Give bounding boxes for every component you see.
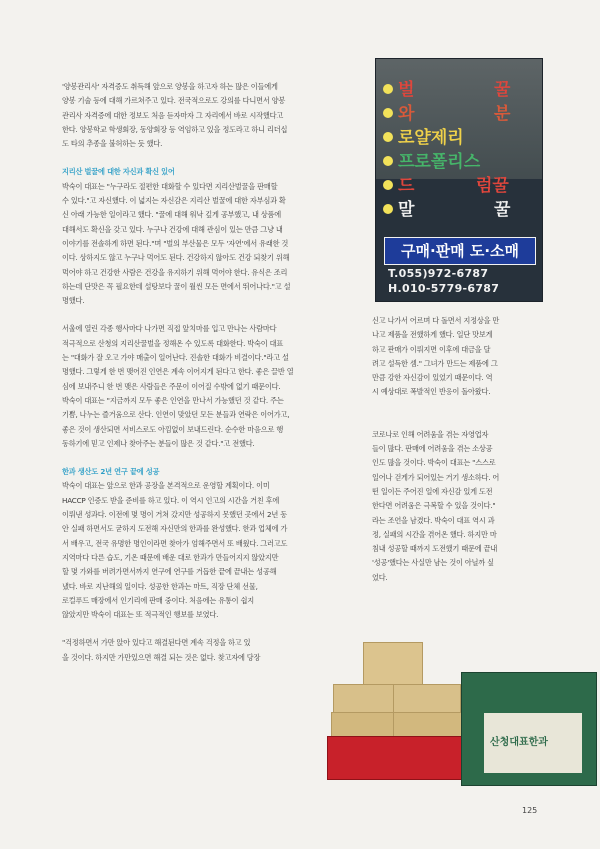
- sign-row: [376, 127, 542, 149]
- text-line: 심에 보내주니 한 번 맺은 사람들은 주문이 이어질 수밖에 없기 때문이다.: [62, 381, 281, 391]
- check-bullet-icon: [383, 132, 393, 142]
- text-line: 떤 일이든 주어진 일에 자신감 있게 도전: [372, 486, 493, 496]
- gift-box: [461, 672, 597, 786]
- text-line: 서울에 열린 각종 행사마다 나가면 직접 앞치마를 입고 만나는 사람마다: [62, 324, 277, 334]
- text-line: 침내 성공할 때까지 도전했기 때문에 끝내: [372, 544, 498, 554]
- text-line: 한다. 양봉학교 학생회장, 동양회장 등 역임하고 있을 정도라고 하니 리더십: [62, 124, 288, 134]
- text-line: HACCP 인증도 받을 준비를 하고 있다. 이 역시 인고의 시간을 거친 후에: [62, 495, 280, 505]
- text-line: 하는데 단맛은 꼭 필요한데 설탕보다 꿀이 월씬 모든 면에서 뛰어나다."고 설: [62, 281, 291, 291]
- box-label: [484, 713, 582, 773]
- sign-text-left: 벌: [398, 80, 415, 100]
- text-line: 정, 실패의 시간을 겪어온 했다. 하지만 마: [372, 529, 497, 539]
- honey-paragraph: [62, 180, 362, 309]
- text-line: 한다면 어려움은 극복할 수 있을 것이다.": [372, 501, 496, 511]
- text-line: 이야기를 전솔하게 하면 된다."며 "벌의 부산물은 모두 '자연'에서 유래한 것: [62, 238, 289, 248]
- text-line: 박숙이 대표는 "지금까지 모두 좋은 인연을 만나서 가능했던 것 같다. 주는: [62, 395, 284, 405]
- spacer: [372, 400, 544, 414]
- text-line: 었다.: [372, 572, 388, 582]
- text-line: 려고 설득한 셈." 그녀가 만드는 제품에 그: [372, 358, 498, 368]
- text-line: 하고 판매가 이뤄지면 이후에 대금을 달: [372, 344, 491, 354]
- left-column: [62, 80, 362, 665]
- text-line: 기쁨, 나누는 즐거움으로 산다. 인연이 맞았던 모든 분들과 연락은 이어가고,: [62, 410, 290, 420]
- page-number: 125: [522, 806, 538, 815]
- right-column: [372, 314, 544, 585]
- text-line: 서 배우고, 전국 유명한 명인이라면 찾아가 엄해주면서 또 배웠다. 그러고도: [62, 538, 288, 548]
- sign-row: [376, 103, 542, 125]
- text-line: 양봉 기술 등에 대해 가르쳐주고 있다. 전국적으로도 강의를 다니면서 양봉: [62, 96, 286, 106]
- text-line: 냈다. 바로 지난해의 일이다. 성공한 한과는 마트, 직장 단체 선물,: [62, 581, 258, 591]
- text-line: 라는 조언을 남겼다. 박숙이 대표 역시 과: [372, 515, 495, 525]
- text-line: 않았지만 박숙이 대표는 또 적극적인 행보를 보였다.: [62, 610, 219, 620]
- honey-shop-sign-photo: [375, 58, 543, 302]
- text-line: "걱정하면서 가만 앉아 있다고 해결된다면 계속 걱정을 하고 있: [62, 638, 251, 648]
- text-line: 들이 많다. 판매에 어려움을 겪는 소상공: [372, 444, 493, 454]
- check-bullet-icon: [383, 84, 393, 94]
- section-heading-hangwa: 한과 생산도 2년 연구 끝에 성공: [62, 467, 160, 477]
- check-bullet-icon: [383, 108, 393, 118]
- events-paragraph: [62, 322, 362, 451]
- sign-text-right: 꿀: [494, 200, 511, 220]
- text-line: '양봉관리사' 자격증도 취득해 앞으로 양봉을 하고자 하는 많은 이들에게: [62, 82, 278, 91]
- text-line: 코로나로 인해 어려움을 겪는 자영업자: [372, 429, 489, 439]
- sign-phone-1: T.055)972-6787: [388, 267, 489, 280]
- sign-text-left: 말: [398, 200, 415, 220]
- worry-paragraph: [62, 636, 362, 665]
- sign-text-left: 와: [398, 104, 415, 124]
- sign-row: [376, 151, 542, 173]
- text-line: 동하기에 믿고 인제나 찾아주는 분들이 많은 것 같다."고 전했다.: [62, 438, 255, 448]
- text-line: 수 있다."고 자신했다. 이 넓지는 자신감은 지리산 벌꿀에 대한 자부심과 확: [62, 196, 286, 206]
- sign-text-left: 로얄제리: [398, 128, 464, 148]
- sign-band: 구매·판매 도·소매: [384, 237, 536, 265]
- check-bullet-icon: [383, 180, 393, 190]
- text-line: 나고 제품을 전했하게 했다. 일단 맛보게: [372, 330, 493, 340]
- text-line: 할 몇 가와를 버려가면서까지 연구에 연구를 거듭한 끝에 끝내는 성공해: [62, 567, 277, 577]
- intro-paragraph: [62, 80, 362, 151]
- text-line: 는 "대화가 잘 오고 가야 매출이 일어난다. 진솔한 대화가 비결이다."라고 설: [62, 353, 289, 363]
- text-line: 먹어야 하고 건강한 사람은 건강을 유지하기 위해 먹어야 한다. 유식은 조리: [62, 267, 288, 277]
- sign-text-right: 럼꿀: [476, 176, 509, 196]
- spacer: [62, 308, 362, 322]
- spacer: [62, 622, 362, 636]
- text-line: 만큼 강한 자신감이 있었기 때문이다. 역: [372, 373, 493, 383]
- check-bullet-icon: [383, 156, 393, 166]
- text-line: 이다. 상하지도 않고 누구나 먹어도 된다. 건강하지 않아도 건강 되찾기 위해: [62, 253, 290, 263]
- text-line: 로컬푸드 매장에서 인기리에 판매 중이다. 처음에는 유통이 쉽지: [62, 595, 255, 605]
- text-line: 명했다. 그렇게 한 번 맺어진 인연은 계속 이어지게 된다고 한다. 좋은 끌반 열: [62, 367, 294, 377]
- text-line: 대해서도 확신을 갖고 있다. 누구나 건강에 대해 관심이 있는 만큼 그냥 내: [62, 224, 283, 234]
- sign-row: [376, 79, 542, 101]
- spacer: [372, 414, 544, 428]
- sign-row: [376, 199, 542, 221]
- text-line: 박숙이 대표는 앞으로 한과 공장을 본격적으로 운영할 계획이다. 이미: [62, 481, 270, 491]
- hangwa-block: [393, 684, 461, 714]
- box-label-text: 산청대표한과: [490, 737, 548, 748]
- check-bullet-icon: [383, 204, 393, 214]
- text-line: 적극적으로 산청의 지리산꿀벌을 정해온 수 있도록 대화한다. 박숙이 대표: [62, 338, 284, 348]
- text-line: 시 예상대로 폭발적인 반응이 돌아왔다.: [372, 387, 491, 397]
- sign-phone-2: H.010-5779-6787: [388, 282, 500, 295]
- hangwa-paragraph: [62, 479, 362, 622]
- hangwa-block: [333, 684, 397, 714]
- sign-text-left: 프로폴리스: [398, 152, 481, 172]
- text-line: 인도 많을 것이다. 박숙이 대표는 "스스로: [372, 458, 496, 468]
- sign-text-right: 꿀: [494, 80, 511, 100]
- text-line: 신고 나가서 어르며 다 돌면서 지정상을 만: [372, 316, 500, 325]
- spacer: [62, 451, 362, 465]
- spacer: [62, 151, 362, 165]
- text-line: 일어나 걷게가 되어있는 거기 생소하다. 어: [372, 472, 500, 482]
- sign-text-left: 드: [398, 176, 415, 196]
- hangwa-product-photo: [327, 634, 595, 786]
- text-line: 박숙이 대표는 "누구라도 절편한 대화할 수 있다면 지리산벌꿀을 판매할: [62, 181, 278, 191]
- section-heading-honey: 지리산 벌꿀에 대한 자신과 확신 있어: [62, 167, 175, 177]
- sign-text-right: 분: [494, 104, 511, 124]
- text-line: 지역마다 다른 습도, 기온 때문에 배운 대로 한과가 만들어지지 않았지만: [62, 552, 279, 562]
- sign-row: [376, 175, 542, 197]
- text-line: 이뤄낸 성과다. 이전에 몇 명이 거쳐 갔지만 성공하지 못했던 곳에서 2년 동: [62, 510, 287, 520]
- red-tray: [327, 736, 467, 780]
- text-line: 좋은 것이 생산되면 서비스로도 아낌없이 보내드린다. 순수한 마음으로 행: [62, 424, 284, 434]
- text-line: 을 것이다. 하지만 가만있으면 해결 되는 것은 없다. 찾고자에 당장: [62, 652, 261, 662]
- text-line: '성공'했다는 사실만 남는 것이 아닐까 싶: [372, 558, 494, 568]
- text-line: 신 아래 가능한 일이라고 했다. "꿀에 대해 워낙 깊게 공부했고, 내 상품에: [62, 210, 282, 220]
- text-line: 명했다.: [62, 296, 85, 306]
- text-line: 안 실패 하면서도 굳하지 도전해 자신만의 한과를 완성했다. 한과 업체에 가: [62, 524, 288, 534]
- text-line: 관리사 자격증에 대한 정보도 처음 듣자마자 그 자리에서 바로 시작했다고: [62, 110, 284, 120]
- text-line: 도 타의 추종을 불허하는 듯 했다.: [62, 139, 163, 149]
